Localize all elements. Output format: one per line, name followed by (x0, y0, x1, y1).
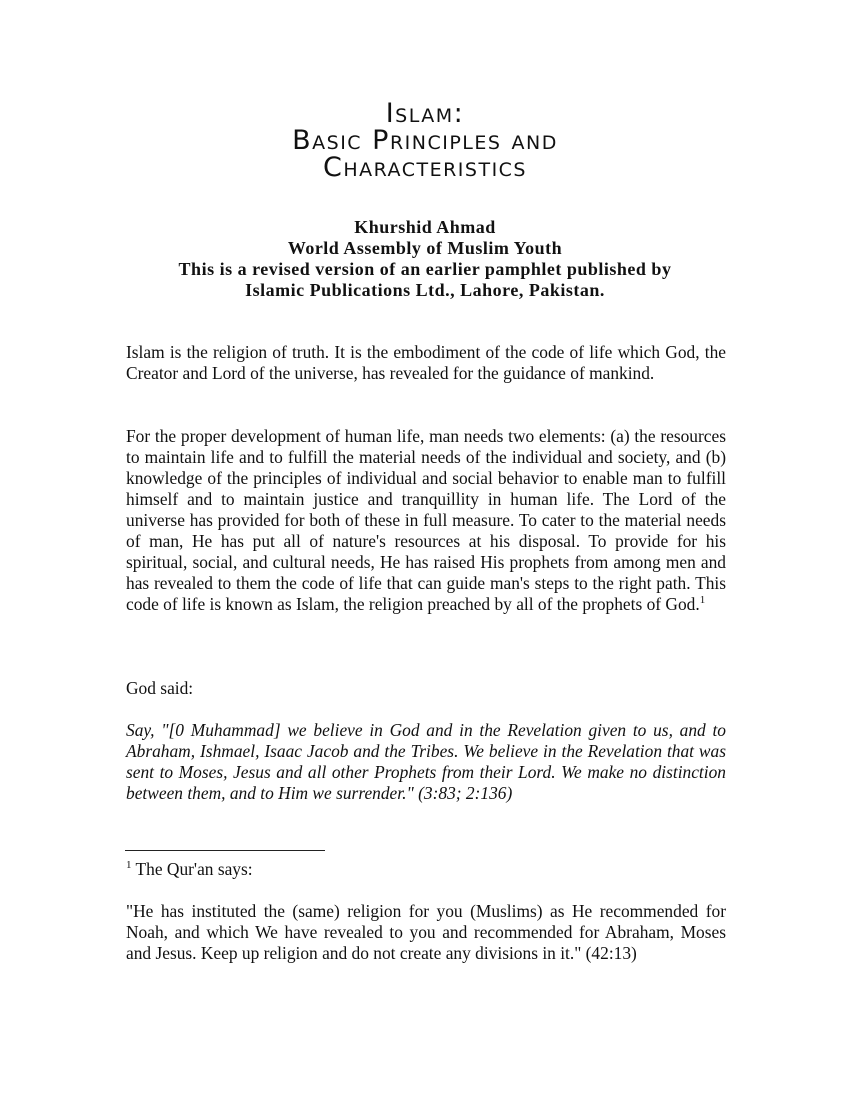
footnote-divider (125, 850, 325, 851)
organization-name: World Assembly of Muslim Youth (287, 238, 563, 258)
paragraph-2-text: For the proper development of human life, man needs two elements: (a) the resources to maintain life and to fulfill the material needs of the individual and society, and (b) knowledge of the principles of individual and social behavior to enable man to fulfill himself and to maintain justice and tranquillity in human life. The Lord of the universe has provided for both of these in full measure. To cater to the material needs of man, He has put all of nature's resources at his disposal. To provide for his spiritual, social, and cultural needs, He has raised His prophets from among men and has revealed to them the code of life that can guide man's steps to the right path. This code of life is known as Islam, the religion preached by all of the prophets of God. (126, 426, 726, 614)
footnote-quote: "He has instituted the (same) religion for you (Muslims) as He recommended for Noah, and which We have revealed to you and recommended for Abraham, Moses and Jesus. Keep up religion and do not create any divisions in it." (42:13) (126, 901, 726, 963)
quran-quote: Say, "[0 Muhammad] we believe in God and in the Revelation given to us, and to Abraham, Ishmael, Isaac Jacob and the Tribes. We believe in the Revelation that was sent to Moses, Jesus and all other Prophets from their Lord. We make no distinction between them, and to Him we surrender." (3:83; 2:136) (126, 720, 726, 803)
revision-note-line-1: This is a revised version of an earlier pamphlet published by (178, 259, 672, 279)
footnote-reference[interactable]: 1 (699, 594, 706, 607)
title-line-3: Characteristics (322, 152, 527, 183)
revision-note-line-2: Islamic Publications Ltd., Lahore, Pakistan. (245, 280, 605, 300)
footnote-label (126, 859, 726, 880)
god-said-line: God said: (126, 678, 194, 698)
author-name: Khurshid Ahmad (354, 217, 496, 237)
title-line-1: Islam: (385, 98, 465, 129)
footnote-label-text: The Qur'an says: (135, 859, 253, 879)
footnote-marker: 1 (126, 859, 132, 872)
paragraph-1: Islam is the religion of truth. It is the embodiment of the code of life which God, the Creator and Lord of the universe, has revealed for the guidance of mankind. (126, 342, 726, 383)
title-line-2: Basic Principles and (292, 125, 558, 156)
page-title (0, 100, 850, 181)
byline (0, 217, 850, 301)
paragraph-2 (126, 426, 726, 615)
